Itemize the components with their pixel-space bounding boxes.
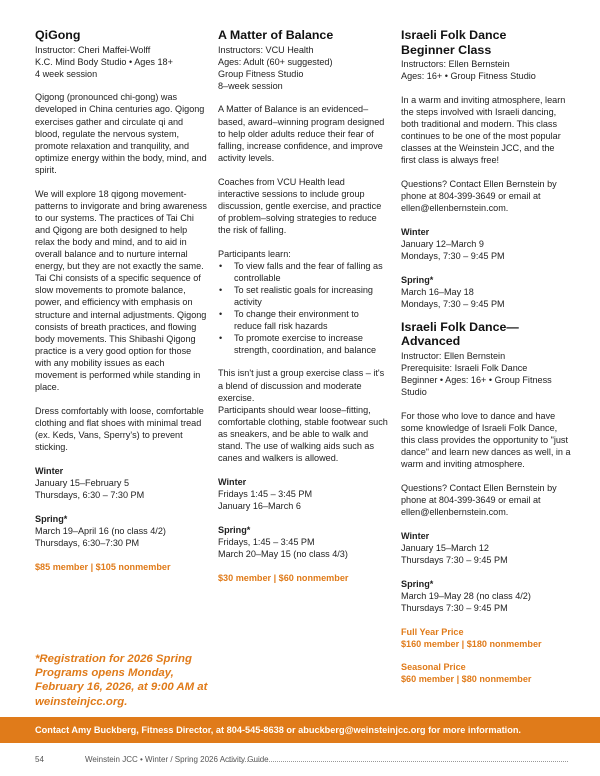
folk-beginner-winter-label: Winter bbox=[401, 226, 430, 237]
qigong-description: Qigong (pronounced chi-gong) was developed in China centuries ago. Qigong exercises gather and circulate qi and blood, regulate the nervous system, promote relaxation and tranquility, and optimize energy within the body, mind, and spirit. bbox=[35, 92, 207, 175]
seasonal-price: $60 member | $80 nonmember bbox=[401, 673, 532, 684]
folk-beginner-ages: Ages: 16+ • Group Fitness Studio bbox=[401, 71, 536, 82]
folk-beginner-instructor: Instructors: Ellen Bernstein bbox=[401, 59, 510, 69]
guide-title: Weinstein JCC • Winter / Spring 2026 Activity Guide bbox=[85, 755, 269, 764]
folk-advanced-title bbox=[401, 320, 571, 349]
balance-price: $30 member | $60 nonmember bbox=[218, 572, 349, 583]
folk-beginner-spring-time: Mondays, 7:30 – 9:45 PM bbox=[401, 298, 505, 309]
footer-divider bbox=[228, 761, 568, 762]
contact-banner-text: Contact Amy Buckberg, Fitness Director, at 804-545-8638 or abuckberg@weinsteinjcc.org for more information. bbox=[35, 725, 521, 735]
qigong-winter-time: Thursdays, 6:30 – 7:30 PM bbox=[35, 489, 145, 500]
balance-winter-time: Fridays 1:45 – 3:45 PM bbox=[218, 488, 313, 499]
folk-beginner-contact: Questions? Contact Ellen Bernstein by phone at 804-399-3649 or email at ellen@ellenbernstein.com. bbox=[401, 178, 557, 214]
registration-note: *Registration for 2026 Spring Programs opens Monday, February 16, 2026, at 9:00 AM at weinsteinjcc.org. bbox=[35, 653, 208, 708]
folk-beginner-spring-label: Spring* bbox=[401, 274, 434, 285]
page-footer bbox=[0, 750, 600, 770]
folk-advanced-spring-time: Thursdays 7:30 – 9:45 PM bbox=[401, 602, 508, 613]
folk-advanced-contact: Questions? Contact Ellen Bernstein by phone at 804-399-3649 or email at ellen@ellenbernstein.com. bbox=[401, 483, 557, 518]
qigong-dress-code: Dress comfortably with loose, comfortable clothing and flat shoes with minimal tread (ex. Keds, Vans, Sperry's) to prevent sticking. bbox=[35, 405, 204, 453]
folk-beginner-description: In a warm and inviting atmosphere, learn the steps involved with Israeli dancing, both traditional and modern. This class continues to be one of the most popular classes at the Weinstein JCC, and the first class is always free! bbox=[401, 94, 566, 166]
balance-location: Group Fitness Studio bbox=[218, 68, 304, 79]
balance-ages: Ages: Adult (60+ suggested) bbox=[218, 56, 333, 67]
balance-learn-label: Participants learn: bbox=[218, 248, 291, 259]
folk-beginner-spring-dates: March 16–May 18 bbox=[401, 286, 474, 297]
balance-session: 8–week session bbox=[218, 80, 283, 91]
balance-class-type: This isn't just a group exercise class – it's a blend of discussion and moderate exercise. bbox=[218, 368, 385, 403]
list-item: • To promote exercise to increase strength, coordination, and balance bbox=[218, 332, 388, 356]
qigong-details: We will explore 18 qigong movement-patterns to invigorate and bring awareness to our systems. The practices of Tai Chi and Qigong are both designed to help relax the body and mind, and to aid in overall balance and to nurture internal energy, but they are not exactly the same. Tai Chi consists of a specific sequence of slow movements to promote balance, power, and efficiency with emphasis on structure and internal adjustments. Qigong consists of breath practices, and flowing body movements. This Shibashi Qigong practice is a very good option for those with any mobility issues as each movement is performed while standing in place. bbox=[35, 188, 207, 393]
balance-title: A Matter of Balance bbox=[218, 28, 334, 42]
list-item: • To change their environment to reduce fall risk hazards bbox=[218, 308, 388, 332]
balance-attire: Participants should wear loose–fitting, comfortable clothing, stable footwear such as sneakers, and be able to walk and stand. The use of walking aids such as canes and walkers is allowed. bbox=[218, 404, 388, 464]
folk-advanced-title-line2: Advanced bbox=[401, 334, 461, 349]
qigong-spring-label: Spring* bbox=[35, 513, 68, 524]
qigong-winter-label: Winter bbox=[35, 465, 64, 476]
balance-spring-time: Fridays, 1:45 – 3:45 PM bbox=[218, 536, 315, 547]
qigong-price: $85 member | $105 nonmember bbox=[35, 561, 171, 572]
folk-advanced-prereq-2: Beginner • Ages: 16+ • Group Fitness Studio bbox=[401, 375, 552, 398]
folk-advanced-spring-label: Spring* bbox=[401, 578, 434, 589]
qigong-section bbox=[35, 28, 207, 584]
list-item: • To view falls and the fear of falling as controllable bbox=[218, 260, 388, 284]
qigong-title: QiGong bbox=[35, 28, 81, 42]
folk-advanced-description: For those who love to dance and have some knowledge of Israeli Folk Dance, this class provides the opportunity to "just dance" and learn new dances as well, in a warm and inviting atmosphere. bbox=[401, 410, 571, 470]
balance-instructor: Instructors: VCU Health bbox=[218, 44, 314, 55]
balance-description: A Matter of Balance is an evidenced–based, award–winning program designed to help older adults reduce their fear of falling, increase confidence, and improve activity levels. bbox=[218, 104, 385, 163]
balance-winter-label: Winter bbox=[218, 476, 247, 487]
folk-beginner-title bbox=[401, 28, 571, 57]
balance-spring-dates: March 20–May 15 (no class 4/3) bbox=[218, 548, 348, 559]
balance-learn-list bbox=[218, 260, 388, 357]
folk-beginner-title-line2: Beginner Class bbox=[401, 42, 492, 57]
list-item: • To set realistic goals for increasing activity bbox=[218, 284, 388, 308]
qigong-spring-dates: March 19–April 16 (no class 4/2) bbox=[35, 525, 166, 536]
folk-advanced-prereq-1: Prerequisite: Israeli Folk Dance bbox=[401, 363, 528, 374]
qigong-winter-dates: January 15–February 5 bbox=[35, 477, 130, 488]
folk-advanced-title-line1: Israeli Folk Dance— bbox=[401, 319, 519, 334]
qigong-instructor: Instructor: Cheri Maffei-Wolff bbox=[35, 44, 151, 55]
folk-advanced-instructor: Instructor: Ellen Bernstein bbox=[401, 350, 506, 361]
folk-advanced-winter-label: Winter bbox=[401, 530, 430, 541]
qigong-spring-time: Thursdays, 6:30–7:30 PM bbox=[35, 537, 140, 548]
folk-dance-section bbox=[401, 28, 571, 696]
folk-advanced-winter-time: Thursdays 7:30 – 9:45 PM bbox=[401, 555, 508, 566]
qigong-location: K.C. Mind Body Studio • Ages 18+ bbox=[35, 56, 173, 67]
balance-coaches: Coaches from VCU Health lead interactive sessions to include group discussion, gentle exercise, and practice of problem–solving strategies to reduce the risk of falling. bbox=[218, 176, 382, 235]
balance-winter-dates: January 16–March 6 bbox=[218, 500, 301, 511]
page-number: 54 bbox=[35, 755, 44, 764]
folk-beginner-winter-time: Mondays, 7:30 – 9:45 PM bbox=[401, 251, 505, 261]
full-year-price-label: Full Year Price bbox=[401, 626, 464, 637]
balance-section bbox=[218, 28, 388, 595]
folk-beginner-title-line1: Israeli Folk Dance bbox=[401, 28, 507, 42]
folk-beginner-winter-dates: January 12–March 9 bbox=[401, 238, 484, 249]
folk-advanced-winter-dates: January 15–March 12 bbox=[401, 542, 489, 553]
folk-advanced-spring-dates: March 19–May 28 (no class 4/2) bbox=[401, 590, 531, 601]
full-year-price: $160 member | $180 nonmember bbox=[401, 638, 542, 649]
seasonal-price-label: Seasonal Price bbox=[401, 661, 466, 672]
contact-banner bbox=[0, 717, 600, 743]
qigong-session: 4 week session bbox=[35, 68, 98, 79]
balance-spring-label: Spring* bbox=[218, 524, 251, 535]
